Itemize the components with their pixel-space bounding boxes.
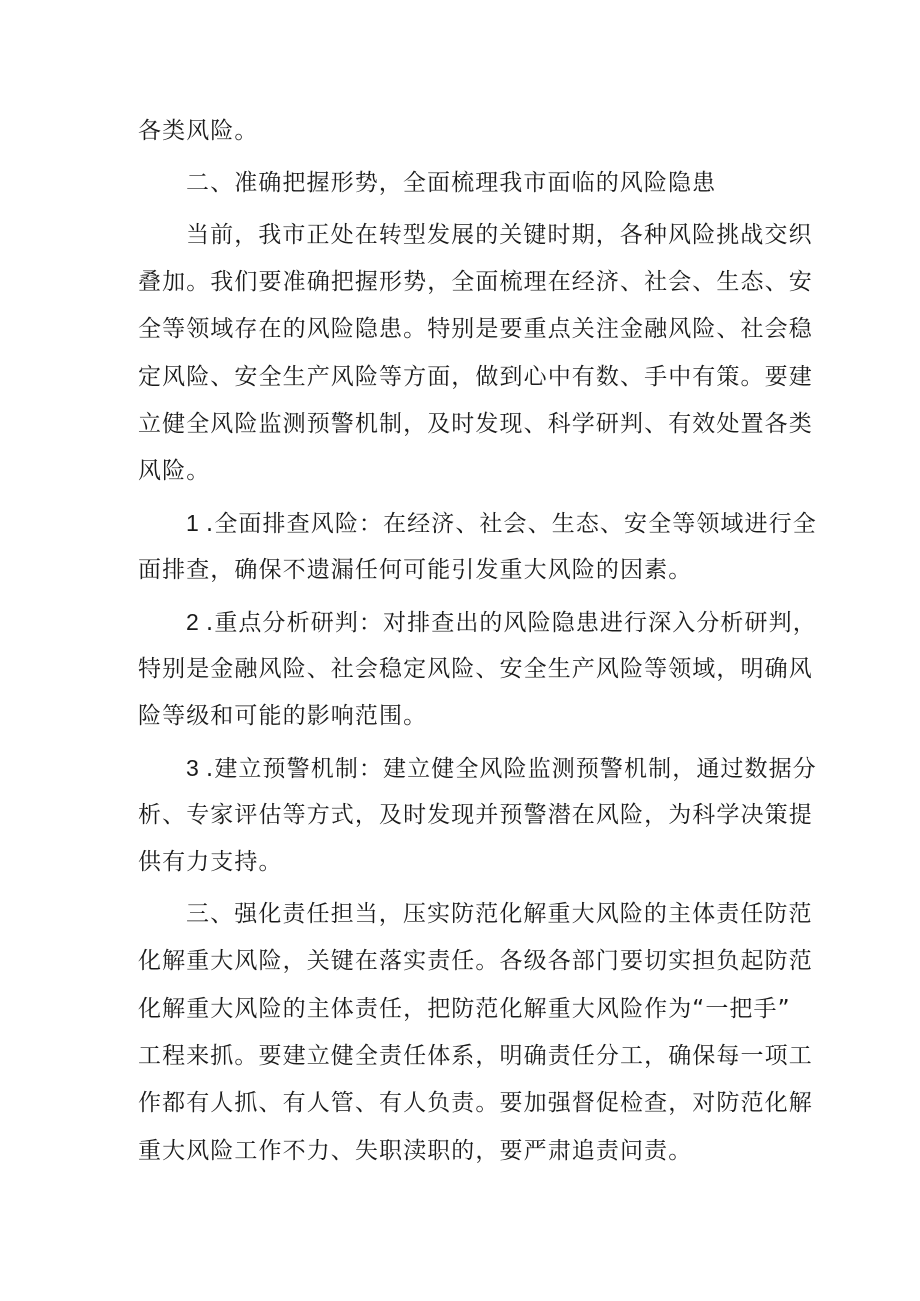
text-line: 面排查，确保不遗漏任何可能引发重大风险的因素。 [138, 557, 693, 583]
text-line: 重大风险工作不力、失职渎职的，要严肃追责问责。 [138, 1138, 693, 1164]
section-heading: 二、准确把握形势，全面梳理我市面临的风险隐患 [186, 170, 717, 196]
list-item-3 [186, 753, 817, 784]
text-line: 定风险、安全生产风险等方面，做到心中有数、手中有策。要建 [138, 364, 813, 390]
list-number: 3 [186, 755, 200, 781]
text-line: 当前，我市正处在转型发展的关键时期，各种风险挑战交织 [186, 222, 813, 248]
list-item-text: .建立预警机制：建立健全风险监测预警机制，通过数据分 [205, 756, 817, 782]
list-item-text: .全面排查风险：在经济、社会、生态、安全等领域进行全 [205, 511, 817, 537]
text-line: 各类风险。 [138, 118, 259, 144]
text-line: 全等领域存在的风险隐患。特别是要重点关注金融风险、社会稳 [138, 316, 813, 342]
text-line: 叠加。我们要准确把握形势，全面梳理在经济、社会、生态、安 [138, 269, 813, 295]
list-item-2 [186, 607, 817, 638]
section-heading: 三、强化责任担当，压实防范化解重大风险的主体责任防范 [186, 901, 813, 927]
list-number: 1 [186, 510, 200, 536]
text-line: 险等级和可能的影响范围。 [138, 703, 428, 729]
list-number: 2 [186, 609, 200, 635]
text-line: 风险。 [138, 458, 211, 484]
text-line: 供有力支持。 [138, 849, 283, 875]
list-item-text: .重点分析研判：对排查出的风险隐患进行深入分析研判， [205, 610, 817, 636]
text-line: 化解重大风险的主体责任，把防范化解重大风险作为“一把手” [138, 996, 791, 1022]
list-item-1 [186, 508, 817, 539]
text-line: 特别是金融风险、社会稳定风险、安全生产风险等领域，明确风 [138, 656, 813, 682]
text-line: 立健全风险监测预警机制，及时发现、科学研判、有效处置各类 [138, 411, 813, 437]
text-line: 作都有人抓、有人管、有人负责。要加强督促检查，对防范化解 [138, 1090, 813, 1116]
text-line: 工程来抓。要建立健全责任体系，明确责任分工，确保每一项工 [138, 1043, 813, 1069]
text-line: 化解重大风险，关键在落实责任。各级各部门要切实担负起防范 [138, 948, 813, 974]
text-line: 析、专家评估等方式，及时发现并预警潜在风险，为科学决策提 [138, 802, 813, 828]
